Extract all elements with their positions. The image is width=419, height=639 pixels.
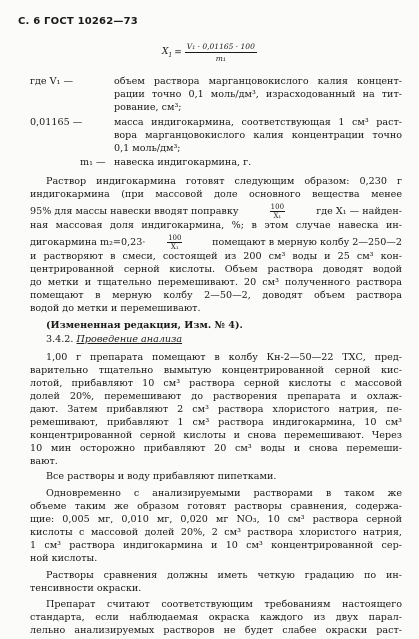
paragraph1-line6: и растворяют в смеси, состоящей из 200 см³ воды и 25 см³ кон- bbox=[30, 251, 402, 262]
paragraph1-line4: ная массовая доля индигокармина, %; в этом случае навеска ин- bbox=[30, 220, 402, 231]
edition-note: (Измененная редакция, Изм. № 4). bbox=[46, 320, 243, 331]
formula-fraction bbox=[185, 42, 257, 63]
paragraph6-line1: Препарат считают соответствующим требованиям настоящего bbox=[46, 599, 402, 610]
definition-v1-line2: рации точно 0,1 моль/дм³, израсходованный на тит- bbox=[114, 89, 402, 100]
formula-numerator: V₁ · 0,01165 · 100 bbox=[186, 42, 255, 51]
section-title: Проведение анализа bbox=[76, 334, 183, 345]
correction-fraction: $\frac{100}{\text{X₁}}$ bbox=[270, 203, 285, 220]
paragraph2-line8: 10 мин осторожно прибавляют 20 см³ воды и снова перемеши- bbox=[30, 443, 402, 454]
paragraph5-line2: тенсивности окраски. bbox=[30, 583, 142, 594]
paragraph1-line5-text: дигокармина m₂=0,23· bbox=[30, 237, 146, 248]
paragraph4-line6: ной кислоты. bbox=[30, 553, 98, 564]
paragraph4-line1: Одновременно с анализируемыми растворами в таком же bbox=[46, 488, 402, 499]
mass-fraction: $\frac{100}{\text{X₁}}$ bbox=[168, 234, 182, 251]
paragraph2-line1: 1,00 г препарата помещают в колбу Кн-2—50—22 ТХС, пред- bbox=[46, 352, 402, 363]
paragraph4-line2: объеме таким же образом готовят растворы сравнения, содержа- bbox=[30, 501, 402, 512]
definition-term-v1: где V₁ — bbox=[30, 76, 74, 87]
paragraph1-line5-tail: помещают в мерную колбу 2—250—2 bbox=[212, 237, 402, 248]
section-number: 3.4.2. bbox=[46, 334, 74, 345]
paragraph2-line5: дают. Затем прибавляют 2 см³ раствора хлористого натрия, пе- bbox=[30, 404, 402, 415]
paragraph1-line8: до метки и тщательно перемешивают. 20 см³ полученного раствора bbox=[30, 277, 402, 288]
paragraph6-line2: стандарта, если наблюдаемая окраска каждого из двух парал- bbox=[30, 612, 402, 623]
paragraph5-line1: Растворы сравнения должны иметь четкую градацию по ин- bbox=[46, 570, 402, 581]
definition-term-m1: m₁ — bbox=[80, 157, 106, 168]
paragraph2-line2: варительно тщательно вымытую концентрированной серной кис- bbox=[30, 365, 402, 376]
paragraph1-line3 bbox=[30, 203, 402, 220]
formula-lhs: $X_1$ bbox=[162, 46, 173, 59]
paragraph4-line4: кислоты с массовой долей 20%, 2 см³ раствора хлористого натрия, bbox=[30, 527, 402, 538]
paragraph2-line7: концентрированной серной кислоты и снова перемешивают. Через bbox=[30, 430, 402, 441]
paragraph1-line10: водой до метки и перемешивают. bbox=[30, 303, 201, 314]
paragraph2-line4: долей 20%, перемешивают до растворения препарата и охлаж- bbox=[30, 391, 402, 402]
paragraph1-line3-tail: где X₁ — найден- bbox=[316, 206, 402, 217]
paragraph2-line6: ремешивают, прибавляют 1 см³ раствора индигокармина, 10 см³ bbox=[30, 417, 402, 428]
definition-const-line3: 0,1 моль/дм³; bbox=[114, 143, 181, 154]
formula-equals: = bbox=[174, 47, 182, 58]
page-header: С. 6 ГОСТ 10262—73 bbox=[18, 16, 138, 27]
formula-denominator: m₁ bbox=[215, 54, 226, 63]
paragraph4-line5: 1 см³ раствора индигокармина и 10 см³ концентрированной сер- bbox=[30, 540, 402, 551]
paragraph4-line3: щие: 0,005 мг, 0,010 мг, 0,020 мг NO₃, 10 см³ раствора серной bbox=[30, 514, 402, 525]
definition-const-line1: масса индигокармина, соответствующая 1 см³ раст- bbox=[114, 117, 402, 128]
paragraph2-line9: вают. bbox=[30, 456, 58, 467]
paragraph1-line5 bbox=[30, 234, 402, 251]
definition-term-const: 0,01165 — bbox=[30, 117, 83, 128]
paragraph1-line7: центрированной серной кислоты. Объем раствора доводят водой bbox=[30, 264, 402, 275]
definition-m1-line1: навеска индигокармина, г. bbox=[114, 157, 252, 168]
paragraph2-line3: лотой, прибавляют 10 см³ раствора серной кислоты с массовой bbox=[30, 378, 402, 389]
paragraph1-line1: Раствор индигокармина готовят следующим образом: 0,230 г bbox=[46, 176, 402, 187]
paragraph6-line3: лельно анализируемых растворов не будет слабее окраски раст- bbox=[30, 625, 402, 636]
section-heading bbox=[46, 333, 402, 346]
paragraph1-line2: индигокармина (при массовой доле основного вещества менее bbox=[30, 189, 402, 200]
paragraph1-line3-text: 95% для массы навески вводят поправку bbox=[30, 206, 239, 217]
paragraph1-line9: помещают в мерную колбу 2—50—2, доводят объем раствора bbox=[30, 290, 402, 301]
definition-v1-line3: рование, см³; bbox=[114, 102, 182, 113]
definition-v1-line1: объем раствора марганцовокислого калия концент- bbox=[114, 76, 402, 87]
paragraph3: Все растворы и воду прибавляют пипетками. bbox=[46, 471, 277, 482]
formula-x1 bbox=[162, 42, 260, 63]
definition-const-line2: вора марганцовокислого калия концентрации точно bbox=[114, 130, 402, 141]
